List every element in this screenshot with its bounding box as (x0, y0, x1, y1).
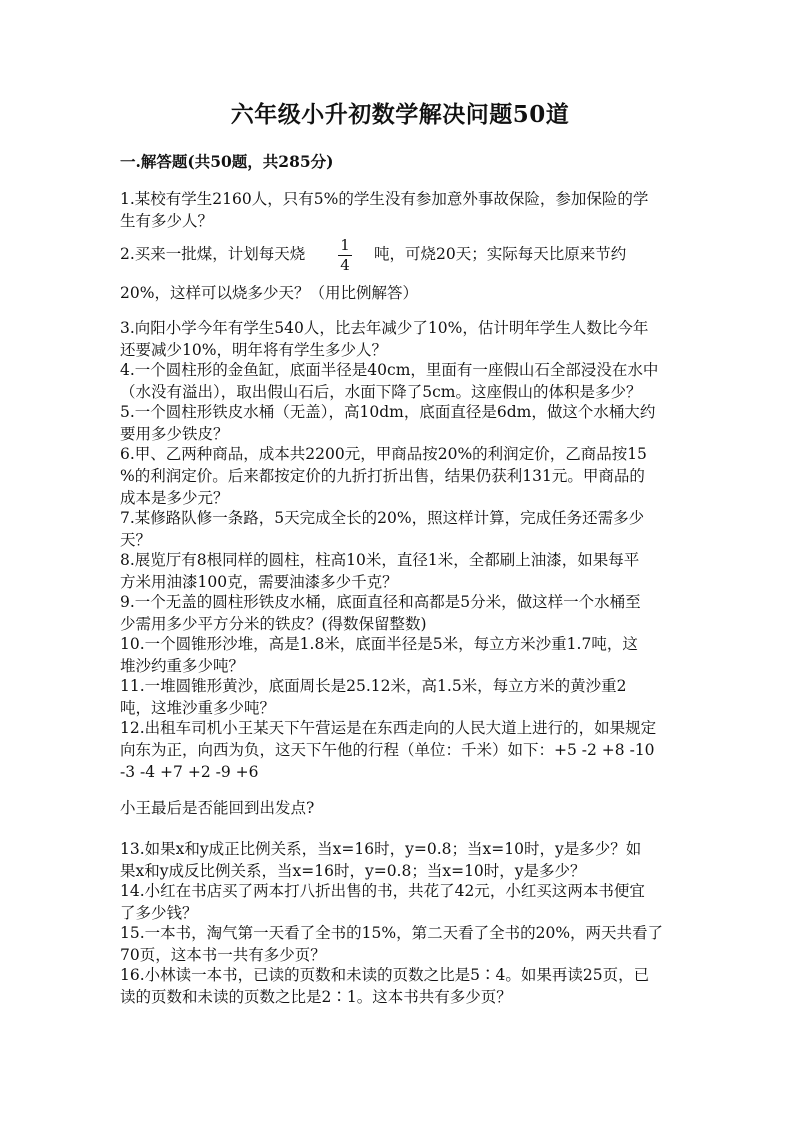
fraction-denominator: 4 (340, 256, 350, 274)
question-14 (120, 880, 685, 924)
question-11-line-1: 11.一堆圆锥形黄沙，底面周长是25.12米，高1.5米，每立方米的黄沙重2 (120, 677, 627, 695)
question-11-line-2: 吨，这堆沙重多少吨？ (120, 699, 276, 717)
question-3-line-1: 3.向阳小学今年有学生540人，比去年减少了10%，估计明年学生人数比今年 (120, 319, 649, 337)
question-4 (120, 359, 685, 403)
question-3-line-2: 还要减少10%，明年将有学生多少人？ (120, 341, 387, 359)
question-15-line-1: 15.一本书，淘气第一天看了全书的15%，第二天看了全书的20%，两天共看了 (120, 924, 664, 942)
question-12-prompt: 小王最后是否能回到出发点? (120, 799, 315, 817)
question-15 (120, 922, 685, 966)
question-6-line-1: 6.甲、乙两种商品，成本共2200元，甲商品按20%的利润定价，乙商品按15 (120, 445, 647, 463)
question-14-line-1: 14.小红在书店买了两本打八折出售的书，共花了42元，小红买这两本书便宜 (120, 882, 645, 900)
question-4-line-1: 4.一个圆柱形的金鱼缸，底面半径是40cm，里面有一座假山石全部浸没在水中 (120, 361, 659, 379)
question-2-text-after: 吨，可烧20天；实际每天比原来节约 (374, 245, 627, 263)
page-title: 六年级小升初数学解决问题50道 (230, 101, 570, 128)
question-9-line-1: 9.一个无盖的圆柱形铁皮水桶，底面直径和高都是5分米，做这样一个水桶至 (120, 593, 641, 611)
question-2-text-before: 2.买来一批煤，计划每天烧 (120, 245, 306, 263)
question-14-line-2: 了多少钱？ (120, 904, 198, 922)
question-10-line-1: 10.一个圆锥形沙堆，高是1.8米，底面半径是5米，每立方米沙重1.7吨，这 (120, 635, 638, 653)
question-8-line-1: 8.展览厅有8根同样的圆柱，柱高10米，直径1米，全都刷上油漆，如果每平 (120, 551, 640, 569)
question-7-line-2: 天？ (120, 531, 152, 549)
question-12-line-3: -3 -4 +7 +2 -9 +6 (120, 763, 259, 781)
question-6 (120, 443, 685, 509)
question-13-line-2: 果x和y成反比例关系，当x=16时，y=0.8；当x=10时，y是多少？ (120, 862, 586, 880)
question-13-line-1: 13.如果x和y成正比例关系，当x=16时，y=0.8；当x=10时，y是多少？如 (120, 840, 642, 858)
question-3 (120, 317, 685, 361)
question-16-line-1: 16.小林读一本书，已读的页数和未读的页数之比是5∶4。如果再读25页，已 (120, 966, 650, 984)
section-heading: 一.解答题(共50题，共285分) (120, 152, 334, 171)
question-13 (120, 838, 685, 882)
question-9 (120, 591, 685, 635)
question-6-line-3: 成本是多少元？ (120, 489, 229, 507)
question-8-line-2: 方米用油漆100克，需要油漆多少千克？ (120, 573, 398, 591)
question-6-line-2: %的利润定价。后来都按定价的九折打折出售，结果仍获利131元。甲商品的 (120, 467, 645, 485)
question-5-line-1: 5.一个圆柱形铁皮水桶（无盖），高10dm，底面直径是6dm，做这个水桶大约 (120, 403, 656, 421)
question-12-line-2: 向东为正，向西为负，这天下午他的行程（单位：千米）如下：+5 -2 +8 -10 (120, 741, 655, 759)
question-4-line-2: （水没有溢出），取出假山石后，水面下降了5cm。这座假山的体积是多少？ (120, 383, 642, 401)
question-2-line-2: 20%，这样可以烧多少天？（用比例解答） (120, 284, 418, 302)
question-7 (120, 507, 685, 551)
question-1-line-1: 1.某校有学生2160人，只有5%的学生没有参加意外事故保险，参加保险的学 (120, 190, 649, 208)
question-10-line-2: 堆沙约重多少吨？ (120, 657, 245, 675)
question-5 (120, 401, 685, 445)
question-1 (120, 188, 685, 232)
question-2 (120, 236, 685, 274)
question-7-line-1: 7.某修路队修一条路，5天完成全长的20%，照这样计算，完成任务还需多少 (120, 509, 645, 527)
question-1-line-2: 生有多少人？ (120, 212, 214, 230)
question-16 (120, 964, 685, 1008)
fraction-numerator: 1 (340, 236, 350, 254)
question-9-line-2: 少需用多少平方分米的铁皮？(得数保留整数) (120, 615, 427, 633)
question-8 (120, 549, 685, 593)
question-10 (120, 633, 685, 677)
question-12-line-1: 12.出租车司机小王某天下午营运是在东西走向的人民大道上进行的，如果规定 (120, 719, 657, 737)
question-5-line-2: 要用多少铁皮？ (120, 425, 229, 443)
question-12 (120, 717, 685, 783)
question-11 (120, 675, 685, 719)
question-15-line-2: 70页，这本书一共有多少页？ (120, 946, 326, 964)
fraction-one-quarter (335, 238, 355, 273)
question-16-line-2: 读的页数和未读的页数之比是2∶1。这本书共有多少页？ (120, 988, 512, 1006)
